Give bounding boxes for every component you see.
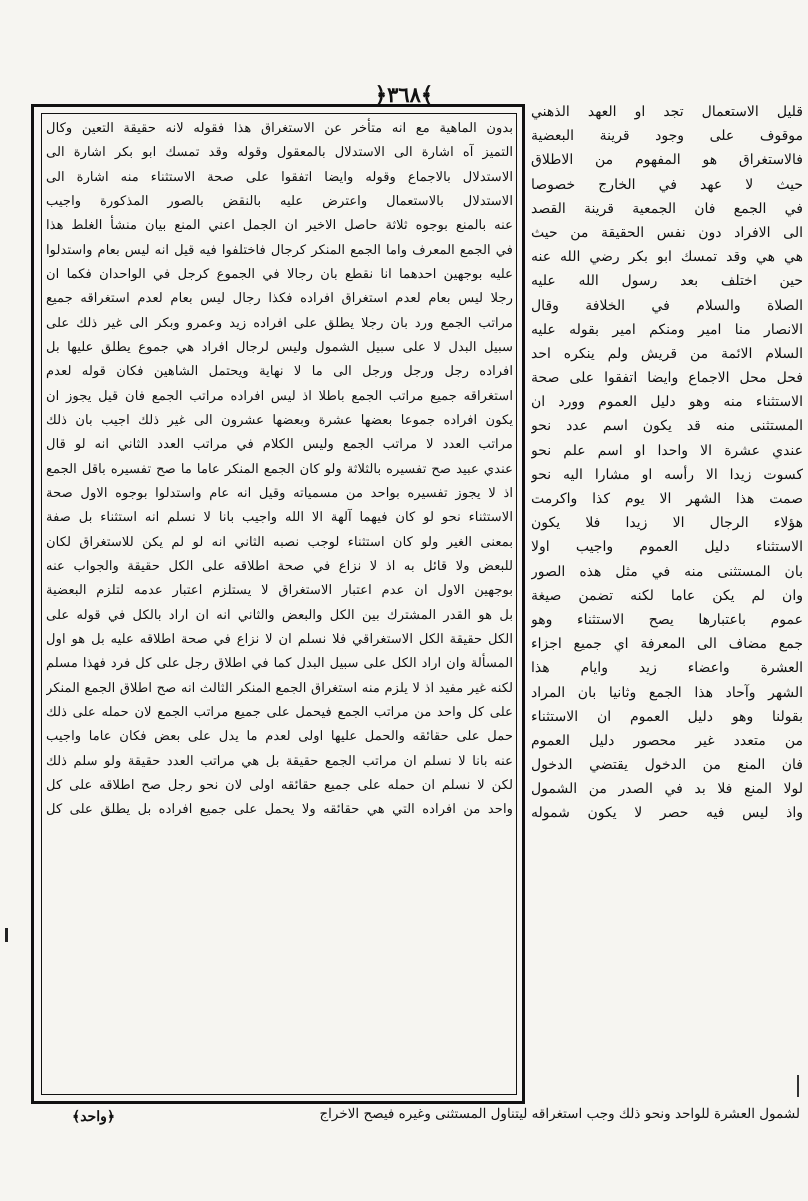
main-text-line: مراتب الجمع ورد بان رجلا يطلق على افراده زيد وعمرو وبكر الى غير ذلك على bbox=[46, 315, 513, 331]
margin-text-line: الانصار منا امير ومنكم امير بقوله عليه bbox=[531, 321, 803, 338]
margin-text-line: الشهر وآحاد هذا الجمع وثانيا بان المراد bbox=[531, 684, 803, 701]
main-text-line: الاستدلال بالاستعمال واعترض عليه بالنقض بالصور المذكورة واجيب bbox=[46, 193, 513, 209]
margin-text-line: كسوت زيدا الا رأسه او مشارا اليه نحو bbox=[531, 466, 803, 483]
margin-text-line: حيث لا عهد في الخارج خصوصا bbox=[531, 176, 803, 193]
marginal-commentary bbox=[531, 100, 803, 1092]
margin-text-line: من متعدد غير محصور دليل العموم bbox=[531, 732, 803, 749]
main-text-line: لكنه غير مفيد اذ لا يلزم منه استغراق الجمع المنكر الثالث انه صح اطلاق الجمع المنكر bbox=[46, 680, 513, 696]
margin-text-line: السلام الائمة من قريش ولم ينكره احد bbox=[531, 345, 803, 362]
margin-text-line: فحل محل الاجماع وايضا اتفقوا على صحة bbox=[531, 370, 803, 387]
margin-text-line: عموم باعتبارها يصح الاستثناء وهو bbox=[531, 611, 803, 628]
main-text-line: مراتب العدد لا مراتب الجمع وليس الكلام في مراتب العدد الثاني انه لو قال bbox=[46, 437, 513, 453]
margin-text-line: واذ ليس فيه حصر لا يكون شموله bbox=[531, 805, 803, 822]
main-text-line: بل هو القدر المشترك بين الكل والبعض والثاني انه ان اراد بالكل في قوله على bbox=[46, 607, 513, 623]
main-text-line: افراده رجل ورجل ورجل الى ما لا نهاية ويحتمل الشاهين فكان قوله لعدم bbox=[46, 364, 513, 380]
main-text-line: عنه بانا لا نسلم ان مراتب الجمع حقيقة بل هي مراتب العدد حقيقة ولو سلم ذلك bbox=[46, 753, 513, 769]
main-text-line: للبعض ولا قائل به اذ لا نزاع في صحة اطلاقه على الكل حقيقة والجواب عنه bbox=[46, 558, 513, 574]
main-text-line: يكون افراده جموعا بعضها عشرة وبعضها عشرون الى غير ذلك اجيب بان ذلك bbox=[46, 412, 513, 428]
margin-text-line: الاستثناء منه وهو دليل العموم وورد ان bbox=[531, 394, 803, 411]
margin-text-line: قليل الاستعمال تجد او العهد الذهني bbox=[531, 104, 803, 120]
main-text-line: الكل حقيقة الكل الاستغراقي فلا نسلم ان لا نزاع في صحة اطلاقه عليه بل هو اول bbox=[46, 631, 513, 647]
main-text-line: رجلا ليس بعام لعدم استغراق افراده فكذا رجال ليس بعام لعدم استغراقه جميع bbox=[46, 291, 513, 307]
margin-text-line: الصلاة والسلام في الخلافة وقال bbox=[531, 297, 803, 314]
margin-text-line: الاستثناء دليل العموم واجيب اولا bbox=[531, 539, 803, 556]
main-text-line: استغراقه جميع مراتب الجمع باطلا اذ ليس افراده مراتب الجمع فان قيل يجوز ان bbox=[46, 388, 513, 404]
main-text-line: عندي عبيد صح تفسيره بالثلاثة ولو كان الجمع المنكر عاما ما صح تفسيره باقل الجمع bbox=[46, 461, 513, 477]
edge-mark bbox=[797, 1075, 799, 1097]
margin-text-line: الى الافراد دون نفس الحقيقة من حيث bbox=[531, 224, 803, 241]
margin-text-line: العشرة واعضاء زيد وايام هذا bbox=[531, 660, 803, 677]
margin-text-line: فالاستغراق هو المفهوم من الاطلاق bbox=[531, 152, 803, 169]
margin-text-line: بقولنا وهو دليل العموم ان الاستثناء bbox=[531, 708, 803, 725]
margin-text-line: فان المنع من الدخول يقتضي الدخول bbox=[531, 757, 803, 774]
main-text-line: الاستثناء نحو لو كان فيهما آلهة الا الله واجيب بانا لا نسلم انه استثناء بل صفة bbox=[46, 510, 513, 526]
margin-text-line: جمع مضاف الى المعرفة اي جميع اجزاء bbox=[531, 636, 803, 653]
main-text-block bbox=[46, 117, 513, 1091]
main-text-line: بمعنى الغير ولو كان استثناء لوجب نصبه الثاني انه لو لم يكن للاستغراق لكان bbox=[46, 534, 513, 550]
main-text-line: بوجهين الاول ان عدم اعتبار الاستغراق لا يستلزم اعتبار عدمه لتلزم البعضية bbox=[46, 583, 513, 599]
margin-text-line: هي هي وقد تمسك ابو بكر رضي الله عنه bbox=[531, 249, 803, 266]
main-text-line: اذ لا يجوز تفسيره بواحد من مسمياته وقيل انه عام واستدلوا بوجوه الاول صحة bbox=[46, 485, 513, 501]
main-text-line: بدون الماهية مع انه متأخر عن الاستغراق هذا فقوله لانه حقيقة التعين وكال bbox=[46, 121, 513, 136]
main-text-line: في الجمع المعرف واما الجمع المنكر كرجال فاختلفوا فيه قيل انه ليس بعام واستدلوا bbox=[46, 242, 513, 258]
margin-text-line: لولا المنع فلا بد في الصدر من الشمول bbox=[531, 781, 803, 798]
catchword: ﴿واحد﴾ bbox=[72, 1109, 116, 1125]
main-text-line: التميز آه اشارة الى الاستدلال بالمعقول وقوله وقد تمسك ابو بكر اشارة الى bbox=[46, 145, 513, 161]
margin-text-line: حين اختلف بعد رسول الله عليه bbox=[531, 273, 803, 290]
main-text-line: الاستدلال بالاجماع وقوله وايضا اتفقوا على صحة الاستثناء منه اشارة الى bbox=[46, 169, 513, 185]
margin-text-line: موقوف على وجود قرينة البعضية bbox=[531, 128, 803, 145]
edge-mark bbox=[5, 928, 8, 942]
main-text-line: سبيل البدل لا على سبيل الشمول وليس لرجال افراد هي جموع يطلق عليها بل bbox=[46, 339, 513, 355]
main-text-line: لكن لا نسلم ان حمله على جميع حقائقه اولى لان نحو رجل صح اطلاقه على كل bbox=[46, 777, 513, 793]
margin-text-line: عندي عشرة الا واحدا او اسم علم نحو bbox=[531, 442, 803, 459]
margin-text-line: في الجمع فان الجمعية قرينة القصد bbox=[531, 200, 803, 217]
margin-text-line: صمت هذا الشهر الا يوم كذا واكرمت bbox=[531, 491, 803, 507]
commentary-continuation-line: لشمول العشرة للواحد ونحو ذلك وجب استغراقه ليتناول المستثنى وغيره فيصح الاخراج bbox=[319, 1106, 800, 1122]
main-text-line: على كل واحد من مراتب الجمع فيحمل على جميع مراتب الجمع لان حمله على ذلك bbox=[46, 704, 513, 720]
page-number: ﴿٣٦٨﴾ bbox=[374, 82, 434, 107]
margin-text-line: وان لم يكن عاما لكنه تضمن صيغة bbox=[531, 587, 803, 604]
main-text-line: المسألة وان اراد الكل على سبيل البدل كما في اطلاق رجل على كل فرد فهذا مسلم bbox=[46, 656, 513, 672]
main-text-line: حمل على حقائقه والحمل عليها اولى لعدم ما يدل على بعض فكان عاما واجيب bbox=[46, 729, 513, 745]
margin-text-line: بان المستثنى منه في مثل هذه الصور bbox=[531, 563, 803, 580]
margin-text-line: هؤلاء الرجال الا زيدا فلا يكون bbox=[531, 515, 803, 532]
margin-text-line: المستثنى منه قد يكون اسم عدد نحو bbox=[531, 418, 803, 435]
main-text-line: عليه بوجهين احدهما انا نقطع بان رجالا في الجموع كرجل في الواحدان فكما ان bbox=[46, 266, 513, 282]
main-text-line: واحد من افراده التي هي حقائقه ولا يحمل على جميع افراده بل يطلق على كل bbox=[46, 802, 513, 818]
main-text-line: عنه بالمنع بوجوه ثلاثة حاصل الاخير ان الجمل اعني المنع بيان منشأ الغلط هذا bbox=[46, 218, 513, 234]
